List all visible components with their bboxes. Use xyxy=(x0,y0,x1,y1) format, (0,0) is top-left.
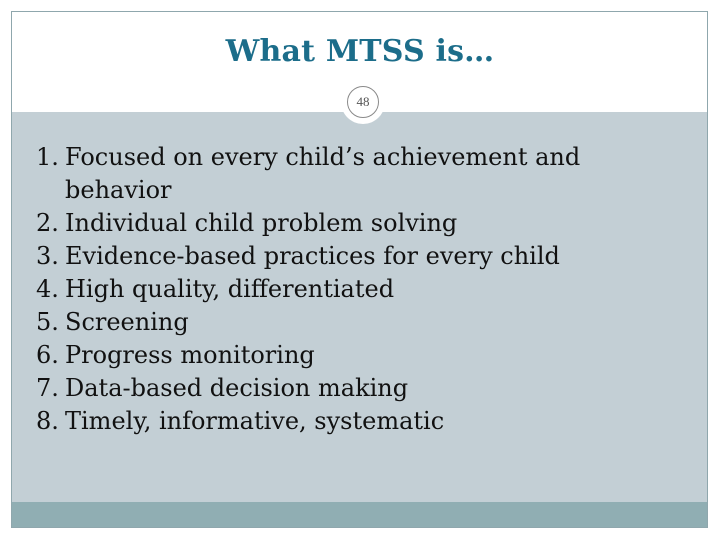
list-item-text: Evidence-based practices for every child xyxy=(65,242,560,270)
slide-title: What MTSS is… xyxy=(225,34,495,69)
list-item-number: 8. xyxy=(36,407,59,435)
list-item-text: Timely, informative, systematic xyxy=(65,407,445,435)
list-item xyxy=(36,405,676,438)
list-item-number: 5. xyxy=(36,308,59,336)
list-item xyxy=(36,372,676,405)
page-number: 48 xyxy=(347,86,379,118)
list-item-text: Progress monitoring xyxy=(65,341,315,369)
footer-bar xyxy=(12,502,707,527)
list-item xyxy=(36,306,676,339)
list-item xyxy=(36,141,676,207)
list-item-text: Individual child problem solving xyxy=(65,209,458,237)
list-item-number: 3. xyxy=(36,242,59,270)
list-item-text: Focused on every child’s achievement and behavior xyxy=(65,143,581,204)
list-item-number: 7. xyxy=(36,374,59,402)
list-item-text: Screening xyxy=(65,308,189,336)
list-item xyxy=(36,207,676,240)
list-item xyxy=(36,273,676,306)
mtss-list xyxy=(36,141,676,438)
list-item-number: 6. xyxy=(36,341,59,369)
list-item-number: 4. xyxy=(36,275,59,303)
list-item-text: High quality, differentiated xyxy=(65,275,395,303)
page-number-badge xyxy=(341,80,385,124)
list-item-number: 1. xyxy=(36,143,59,171)
list-item-number: 2. xyxy=(36,209,59,237)
list-item xyxy=(36,240,676,273)
list-item xyxy=(36,339,676,372)
list-item-text: Data-based decision making xyxy=(65,374,409,402)
